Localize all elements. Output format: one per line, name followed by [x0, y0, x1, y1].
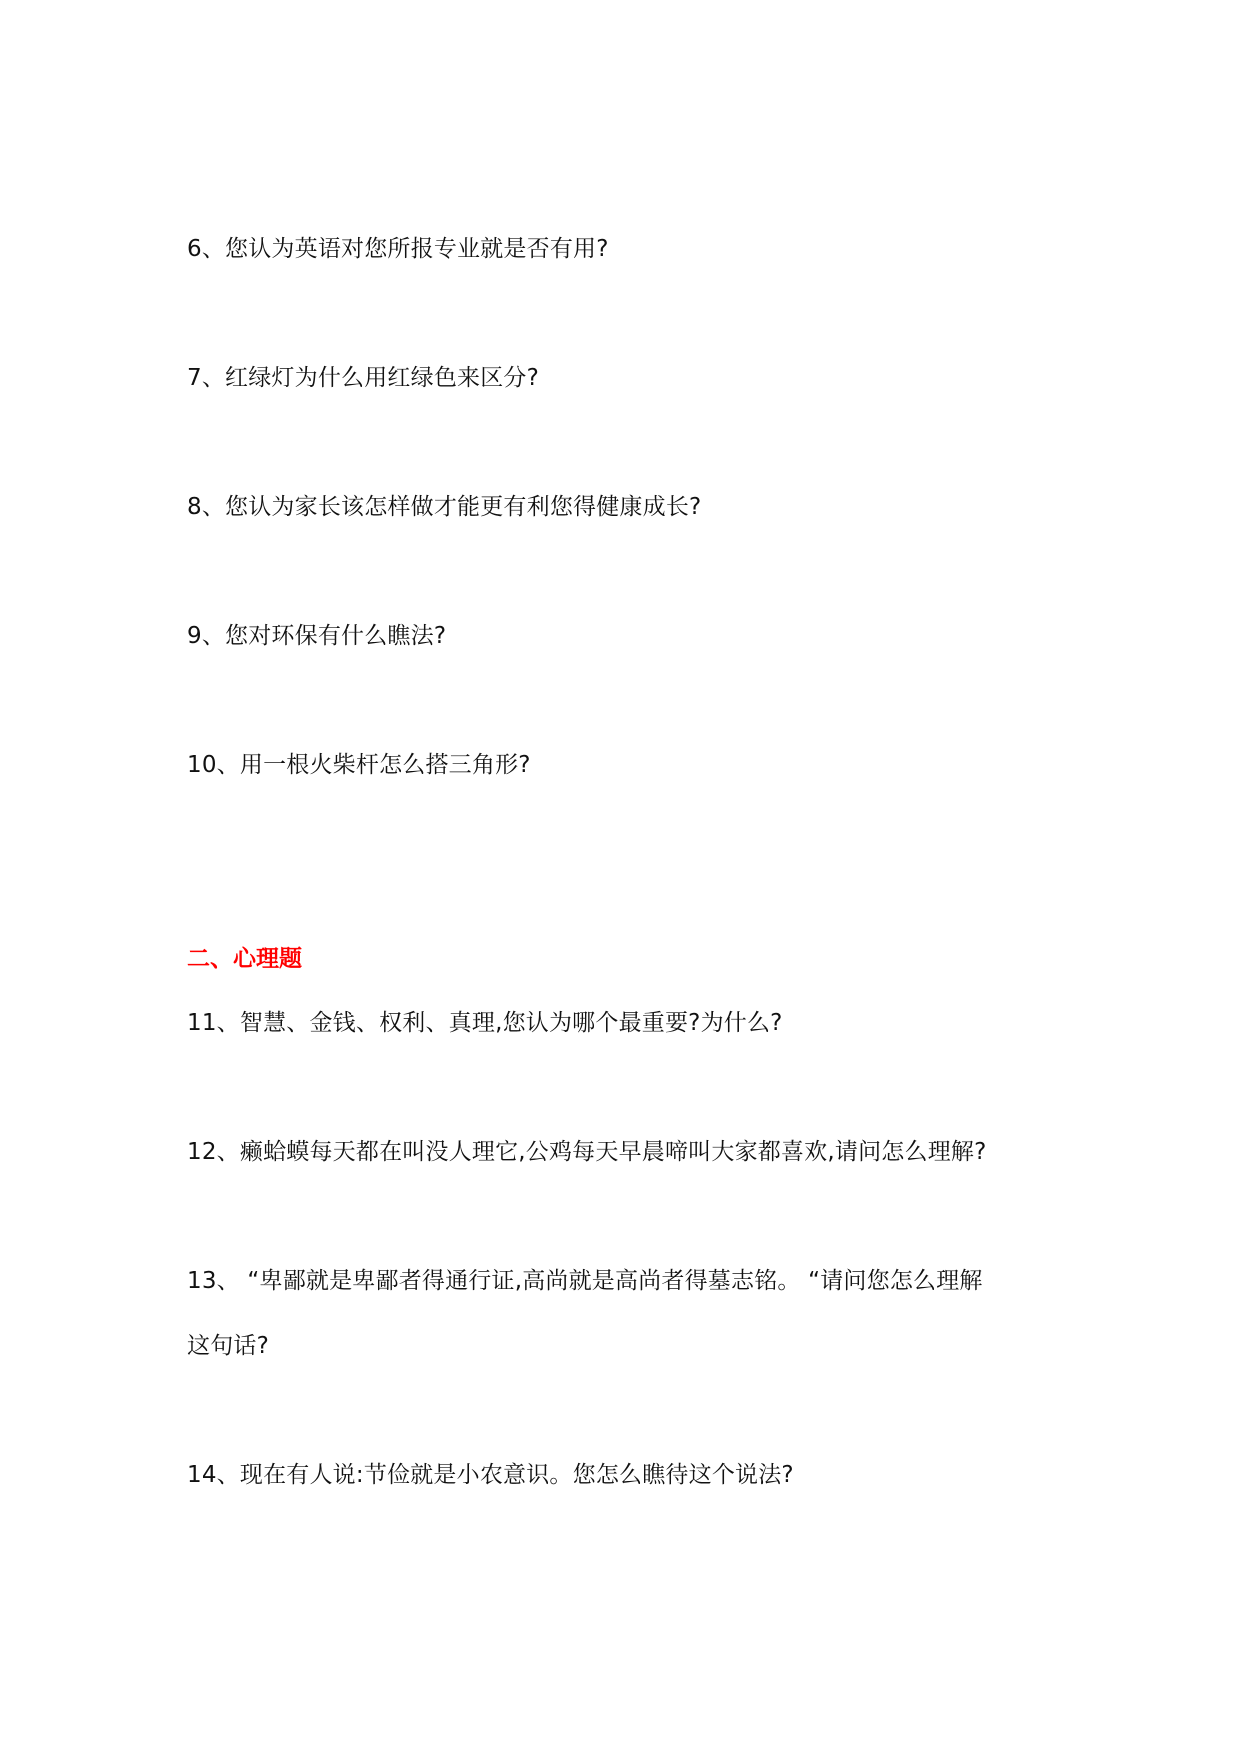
question-11: 11、智慧、金钱、权利、真理,您认为哪个最重要?为什么? — [187, 1010, 783, 1036]
question-8: 8、您认为家长该怎样做才能更有利您得健康成长? — [187, 494, 702, 520]
question-12: 12、癞蛤蟆每天都在叫没人理它,公鸡每天早晨啼叫大家都喜欢,请问怎么理解? — [187, 1139, 987, 1165]
section-heading-psychology: 二、心理题 — [187, 946, 302, 972]
question-10: 10、用一根火柴杆怎么搭三角形? — [187, 752, 531, 778]
question-7: 7、红绿灯为什么用红绿色来区分? — [187, 365, 540, 391]
question-6: 6、您认为英语对您所报专业就是否有用? — [187, 236, 609, 262]
question-9: 9、您对环保有什么瞧法? — [187, 623, 447, 649]
question-14: 14、现在有人说:节俭就是小农意识。您怎么瞧待这个说法? — [187, 1462, 794, 1488]
question-13-line1: 13、 “卑鄙就是卑鄙者得通行证,高尚就是高尚者得墓志铭。 “请问您怎么理解 — [187, 1268, 983, 1294]
question-13-line2: 这句话? — [187, 1333, 270, 1359]
